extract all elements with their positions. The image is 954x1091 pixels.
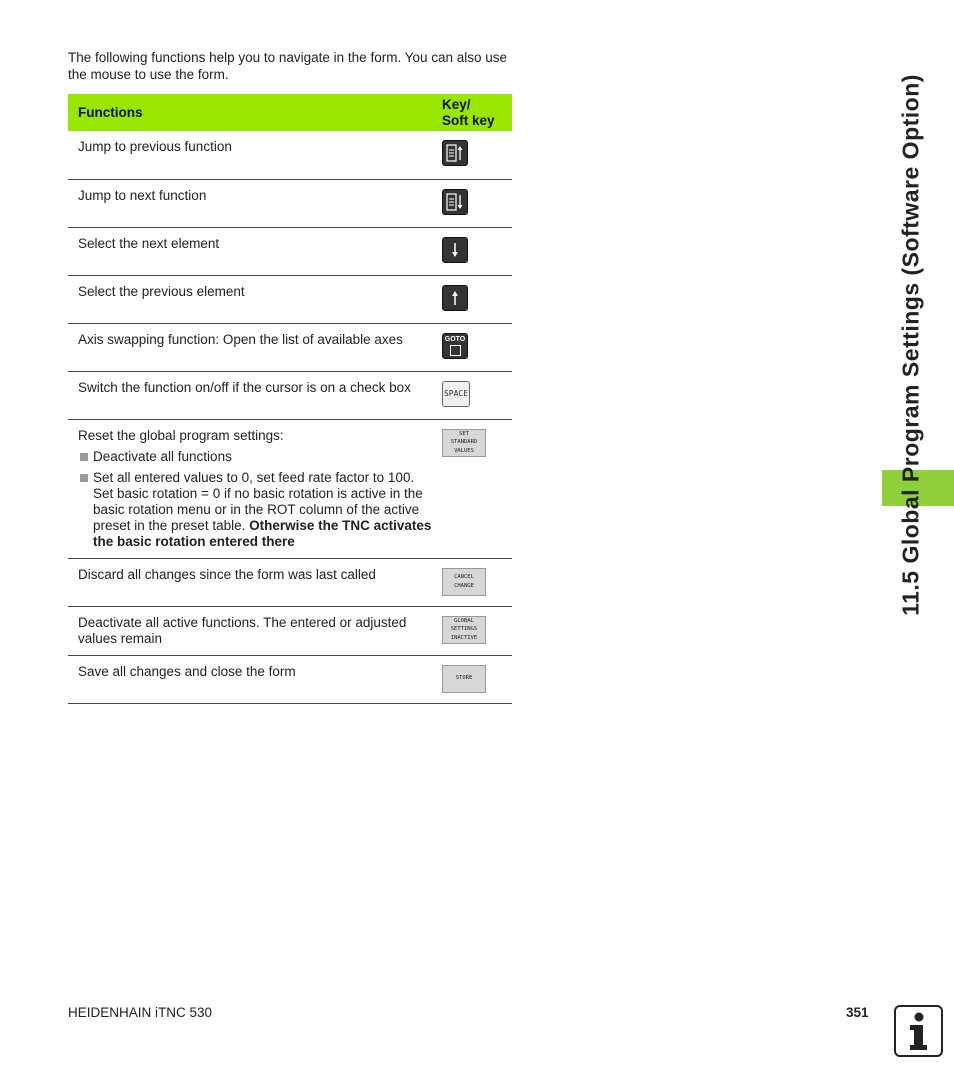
space-key-icon <box>442 381 470 407</box>
softkey-line: GLOBAL <box>454 617 474 624</box>
table-row <box>68 606 512 655</box>
page-number: 351 <box>846 1005 869 1020</box>
chapter-title: 11.5 Global Program Settings (Software Option) <box>897 74 924 616</box>
list-item <box>78 470 434 550</box>
table-row <box>68 323 512 371</box>
table-row <box>68 655 512 703</box>
table-row <box>68 179 512 227</box>
row-description: Jump to next function <box>68 179 442 227</box>
set-standard-values-softkey[interactable] <box>442 429 486 457</box>
cancel-change-softkey[interactable] <box>442 568 486 596</box>
row-description: Discard all changes since the form was last called <box>68 558 442 606</box>
row-description: Deactivate all active functions. The entered or adjusted values remain <box>68 606 442 655</box>
bullet-text: Deactivate all functions <box>93 448 232 464</box>
row-description: Select the next element <box>68 227 442 275</box>
footer-product: HEIDENHAIN iTNC 530 <box>68 1005 213 1020</box>
space-key-label: SPACE <box>443 388 469 398</box>
goto-box-icon <box>450 345 461 356</box>
table-row <box>68 227 512 275</box>
functions-table <box>68 94 512 704</box>
header-key-line2: Soft key <box>442 112 495 128</box>
softkey-line: STANDARD <box>450 439 478 446</box>
page-up-key-icon <box>442 140 468 166</box>
softkey-line: STORE <box>455 675 473 682</box>
table-row <box>68 275 512 323</box>
store-softkey[interactable] <box>442 665 486 693</box>
table-row <box>68 371 512 419</box>
header-key <box>442 94 512 131</box>
list-item <box>78 449 434 465</box>
arrow-down-key-icon <box>442 237 468 263</box>
softkey-line: SET <box>459 430 469 437</box>
global-settings-inactive-softkey[interactable] <box>442 616 486 644</box>
row-description: Jump to previous function <box>68 131 442 179</box>
table-row <box>68 419 512 558</box>
table-row <box>68 558 512 606</box>
header-functions: Functions <box>68 94 442 131</box>
bullet-square-icon <box>80 474 88 482</box>
table-header-row <box>68 94 512 131</box>
softkey-line: CANCEL <box>454 574 474 580</box>
row-description: Reset the global program settings: <box>78 427 284 443</box>
row-description: Select the previous element <box>68 275 442 323</box>
bullet-square-icon <box>80 453 88 461</box>
row-description: Switch the function on/off if the cursor is on a check box <box>68 371 442 419</box>
bold-note: Otherwise the TNC activates the basic rotation entered there <box>93 517 432 549</box>
header-key-line1: Key/ <box>442 96 471 112</box>
bullet-text: Set all entered values to 0, set feed rate factor to 100. Set basic rotation = 0 if no basic rotation is active in the basic rotation menu or in the ROT column of the active preset in the preset table. <box>93 469 423 533</box>
softkey-line: VALUES <box>454 447 474 454</box>
row-description: Save all changes and close the form <box>68 655 442 703</box>
info-icon <box>894 1005 943 1057</box>
row-description: Axis swapping function: Open the list of available axes <box>68 323 442 371</box>
softkey-line: INACTIVE <box>450 634 478 641</box>
goto-key-icon <box>442 333 468 359</box>
goto-key-label: GOTO <box>444 335 466 343</box>
page-down-key-icon <box>442 189 468 215</box>
intro-paragraph: The following functions help you to navigate in the form. You can also use the mouse to use the form. <box>68 50 508 82</box>
softkey-line: SETTINGS <box>450 626 478 633</box>
arrow-up-key-icon <box>442 285 468 311</box>
table-row <box>68 131 512 179</box>
softkey-line: CHANGE <box>454 582 474 589</box>
